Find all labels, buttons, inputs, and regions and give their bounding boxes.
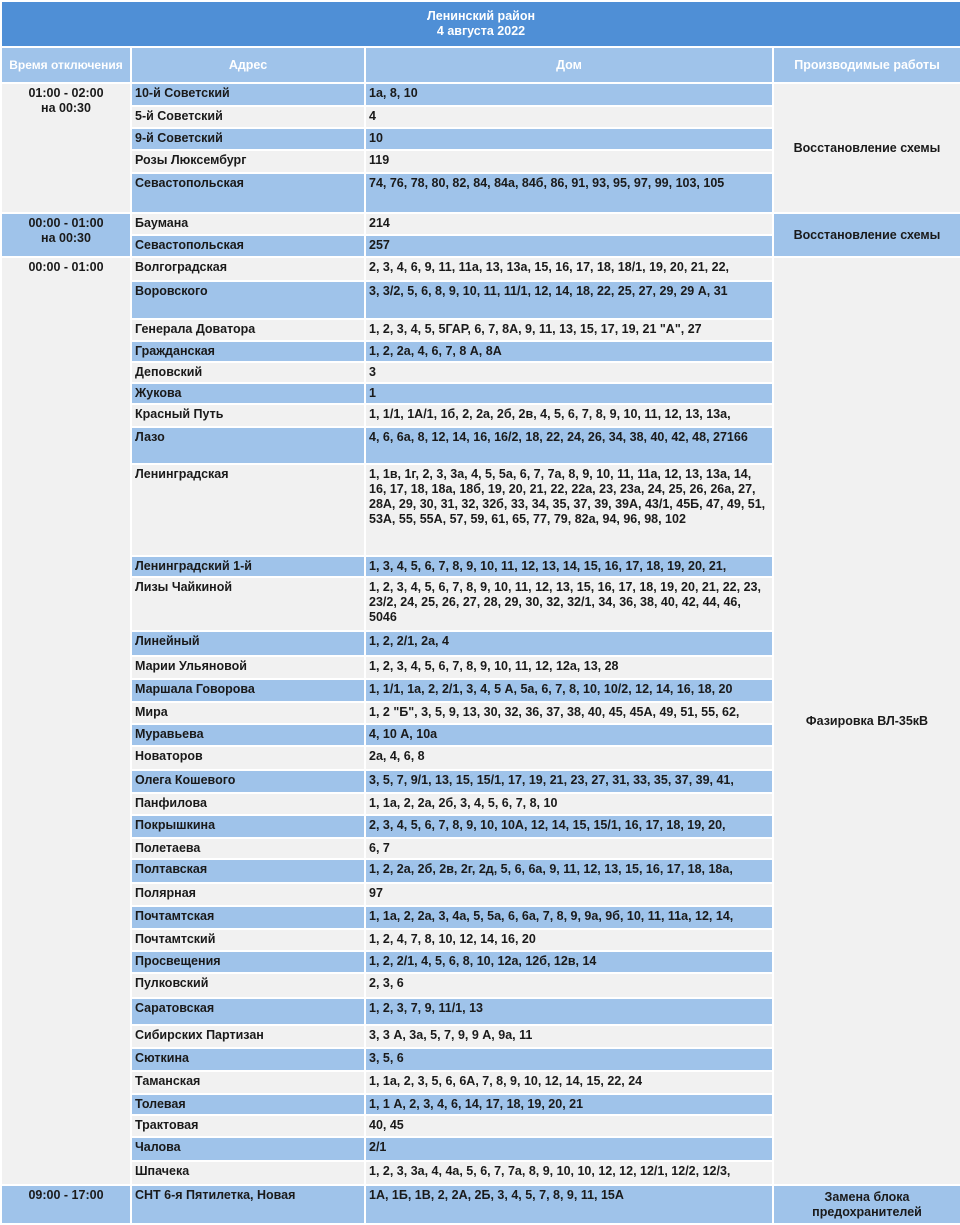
outage-time: 09:00 - 17:00: [1, 1185, 131, 1224]
street-cell: Лизы Чайкиной: [131, 577, 365, 631]
street-cell: Почтамтская: [131, 906, 365, 929]
street-cell: Просвещения: [131, 951, 365, 973]
houses-cell: 1, 1а, 2, 2а, 3, 4а, 5, 5а, 6, 6а, 7, 8, 9, 9а, 9б, 10, 11, 11а, 12, 14,: [365, 906, 773, 929]
street-cell: Муравьева: [131, 724, 365, 746]
houses-cell: 1, 2, 2а, 2б, 2в, 2г, 2д, 5, 6, 6а, 9, 11, 12, 13, 15, 16, 17, 18, 18а,: [365, 859, 773, 883]
street-cell: Розы Люксембург: [131, 150, 365, 173]
street-cell: Воровского: [131, 281, 365, 319]
houses-cell: 1, 2 "Б", 3, 5, 9, 13, 30, 32, 36, 37, 38, 40, 45, 45А, 49, 51, 55, 62,: [365, 702, 773, 724]
district-title: Ленинский район: [427, 9, 536, 23]
houses-cell: 119: [365, 150, 773, 173]
street-cell: Сюткина: [131, 1048, 365, 1071]
street-cell: Деповский: [131, 362, 365, 383]
houses-cell: 74, 76, 78, 80, 82, 84, 84а, 84б, 86, 91, 93, 95, 97, 99, 103, 105: [365, 173, 773, 213]
houses-cell: 1а, 8, 10: [365, 83, 773, 106]
houses-cell: 1, 2, 3, 4, 5, 6, 7, 8, 9, 10, 11, 12, 13, 15, 16, 17, 18, 19, 20, 21, 22, 23, 23/2, 24, 25, 26, 27, 28, 29, 30, 32, 32/1, 34, 36, 38, 40, 42, 44, 46, 5046: [365, 577, 773, 631]
street-cell: Таманская: [131, 1071, 365, 1094]
table-row: [1, 213, 960, 235]
houses-cell: 1, 2, 3, 4, 5, 6, 7, 8, 9, 10, 11, 12, 12а, 13, 28: [365, 656, 773, 679]
work-column-header: Производимые работы: [773, 47, 960, 83]
houses-cell: 2а, 4, 6, 8: [365, 746, 773, 770]
table-title: [1, 1, 960, 47]
houses-cell: 1, 2, 3, 3а, 4, 4а, 5, 6, 7, 7а, 8, 9, 10, 10, 12, 12, 12/1, 12/2, 12/3,: [365, 1161, 773, 1185]
street-cell: Ленинградский 1-й: [131, 556, 365, 577]
street-cell: Пулковский: [131, 973, 365, 998]
houses-cell: 2, 3, 4, 6, 9, 11, 11а, 13, 13а, 15, 16, 17, 18, 18/1, 19, 20, 21, 22,: [365, 257, 773, 281]
street-cell: Толевая: [131, 1094, 365, 1115]
houses-cell: 1, 2, 2/1, 2а, 4: [365, 631, 773, 656]
time-column-header: Время отключения: [1, 47, 131, 83]
street-cell: Мира: [131, 702, 365, 724]
street-cell: Гражданская: [131, 341, 365, 362]
street-cell: Жукова: [131, 383, 365, 404]
houses-cell: 4, 10 А, 10а: [365, 724, 773, 746]
houses-cell: 4: [365, 106, 773, 128]
street-cell: Новаторов: [131, 746, 365, 770]
houses-cell: 1, 2, 3, 7, 9, 11/1, 13: [365, 998, 773, 1025]
houses-cell: 3: [365, 362, 773, 383]
street-cell: Почтамтский: [131, 929, 365, 951]
street-cell: Трактовая: [131, 1115, 365, 1137]
houses-cell: 1, 2, 4, 7, 8, 10, 12, 14, 16, 20: [365, 929, 773, 951]
street-cell: Полтавская: [131, 859, 365, 883]
house-column-header: Дом: [365, 47, 773, 83]
outage-time: 01:00 - 02:00 на 00:30: [1, 83, 131, 213]
street-cell: Шпачека: [131, 1161, 365, 1185]
address-column-header: Адрес: [131, 47, 365, 83]
houses-cell: 6, 7: [365, 838, 773, 859]
street-cell: Красный Путь: [131, 404, 365, 427]
houses-cell: 1, 1а, 2, 3, 5, 6, 6А, 7, 8, 9, 10, 12, 14, 15, 22, 24: [365, 1071, 773, 1094]
street-cell: Сибирских Партизан: [131, 1025, 365, 1048]
street-cell: Севастопольская: [131, 173, 365, 213]
street-cell: Покрышкина: [131, 815, 365, 838]
street-cell: Лазо: [131, 427, 365, 464]
street-cell: Волгоградская: [131, 257, 365, 281]
street-cell: Линейный: [131, 631, 365, 656]
houses-cell: 3, 3/2, 5, 6, 8, 9, 10, 11, 11/1, 12, 14, 18, 22, 25, 27, 29, 29 А, 31: [365, 281, 773, 319]
houses-cell: 257: [365, 235, 773, 257]
street-cell: Чалова: [131, 1137, 365, 1161]
houses-cell: 1, 2, 2а, 4, 6, 7, 8 А, 8А: [365, 341, 773, 362]
street-cell: Марии Ульяновой: [131, 656, 365, 679]
houses-cell: 1, 1/1, 1а, 2, 2/1, 3, 4, 5 А, 5а, 6, 7, 8, 10, 10/2, 12, 14, 16, 18, 20: [365, 679, 773, 702]
street-cell: 9-й Советский: [131, 128, 365, 150]
title-row: [1, 1, 960, 47]
houses-cell: 3, 5, 6: [365, 1048, 773, 1071]
houses-cell: 1, 1а, 2, 2а, 2б, 3, 4, 5, 6, 7, 8, 10: [365, 793, 773, 815]
street-cell: Полярная: [131, 883, 365, 906]
street-cell: Олега Кошевого: [131, 770, 365, 793]
work-description: Замена блока предохранителей: [773, 1185, 960, 1224]
houses-cell: 40, 45: [365, 1115, 773, 1137]
houses-cell: 1, 1/1, 1А/1, 1б, 2, 2а, 2б, 2в, 4, 5, 6, 7, 8, 9, 10, 11, 12, 13, 13а,: [365, 404, 773, 427]
street-cell: Генерала Доватора: [131, 319, 365, 341]
header-row: [1, 47, 960, 83]
houses-cell: 4, 6, 6а, 8, 12, 14, 16, 16/2, 18, 22, 24, 26, 34, 38, 40, 42, 48, 27166: [365, 427, 773, 464]
date-title: 4 августа 2022: [436, 24, 526, 38]
houses-cell: 1, 2, 3, 4, 5, 5ГАР, 6, 7, 8А, 9, 11, 13, 15, 17, 19, 21 "А", 27: [365, 319, 773, 341]
houses-cell: 2/1: [365, 1137, 773, 1161]
work-description: Восстановление схемы: [773, 213, 960, 257]
street-cell: Севастопольская: [131, 235, 365, 257]
street-cell: Саратовская: [131, 998, 365, 1025]
work-description: Фазировка ВЛ-35кВ: [773, 257, 960, 1185]
houses-cell: 2, 3, 4, 5, 6, 7, 8, 9, 10, 10А, 12, 14, 15, 15/1, 16, 17, 18, 19, 20,: [365, 815, 773, 838]
table-row: [1, 257, 960, 281]
table-row: [1, 83, 960, 106]
street-cell: Ленинградская: [131, 464, 365, 556]
houses-cell: 1, 1в, 1г, 2, 3, 3а, 4, 5, 5а, 6, 7, 7а, 8, 9, 10, 11, 11а, 12, 13, 13а, 14, 16, 17, 18, 18а, 18б, 19, 20, 21, 22, 22а, 23, 23а, 24, 25, 26, 26а, 27, 28А, 29, 30, 31, 32, 32б, 33, 34, 35, 37, 39, 39А, 43/1, 45Б, 47, 49, 51, 53А, 55, 55А, 57, 59, 61, 65, 77, 79, 82а, 94, 96, 98, 102: [365, 464, 773, 556]
street-cell: 10-й Советский: [131, 83, 365, 106]
street-cell: Баумана: [131, 213, 365, 235]
houses-cell: 1А, 1Б, 1В, 2, 2А, 2Б, 3, 4, 5, 7, 8, 9, 11, 15А: [365, 1185, 773, 1224]
table-row: [1, 1185, 960, 1224]
outage-time: 00:00 - 01:00: [1, 257, 131, 1185]
street-cell: 5-й Советский: [131, 106, 365, 128]
houses-cell: 97: [365, 883, 773, 906]
houses-cell: 1, 1 А, 2, 3, 4, 6, 14, 17, 18, 19, 20, 21: [365, 1094, 773, 1115]
street-cell: СНТ 6-я Пятилетка, Новая: [131, 1185, 365, 1224]
houses-cell: 3, 3 А, 3а, 5, 7, 9, 9 А, 9а, 11: [365, 1025, 773, 1048]
street-cell: Маршала Говорова: [131, 679, 365, 702]
houses-cell: 10: [365, 128, 773, 150]
houses-cell: 1, 3, 4, 5, 6, 7, 8, 9, 10, 11, 12, 13, 14, 15, 16, 17, 18, 19, 20, 21,: [365, 556, 773, 577]
street-cell: Полетаева: [131, 838, 365, 859]
houses-cell: 1: [365, 383, 773, 404]
work-description: Восстановление схемы: [773, 83, 960, 213]
outage-time: 00:00 - 01:00 на 00:30: [1, 213, 131, 257]
houses-cell: 3, 5, 7, 9/1, 13, 15, 15/1, 17, 19, 21, 23, 27, 31, 33, 35, 37, 39, 41,: [365, 770, 773, 793]
houses-cell: 214: [365, 213, 773, 235]
houses-cell: 2, 3, 6: [365, 973, 773, 998]
street-cell: Панфилова: [131, 793, 365, 815]
houses-cell: 1, 2, 2/1, 4, 5, 6, 8, 10, 12а, 12б, 12в, 14: [365, 951, 773, 973]
